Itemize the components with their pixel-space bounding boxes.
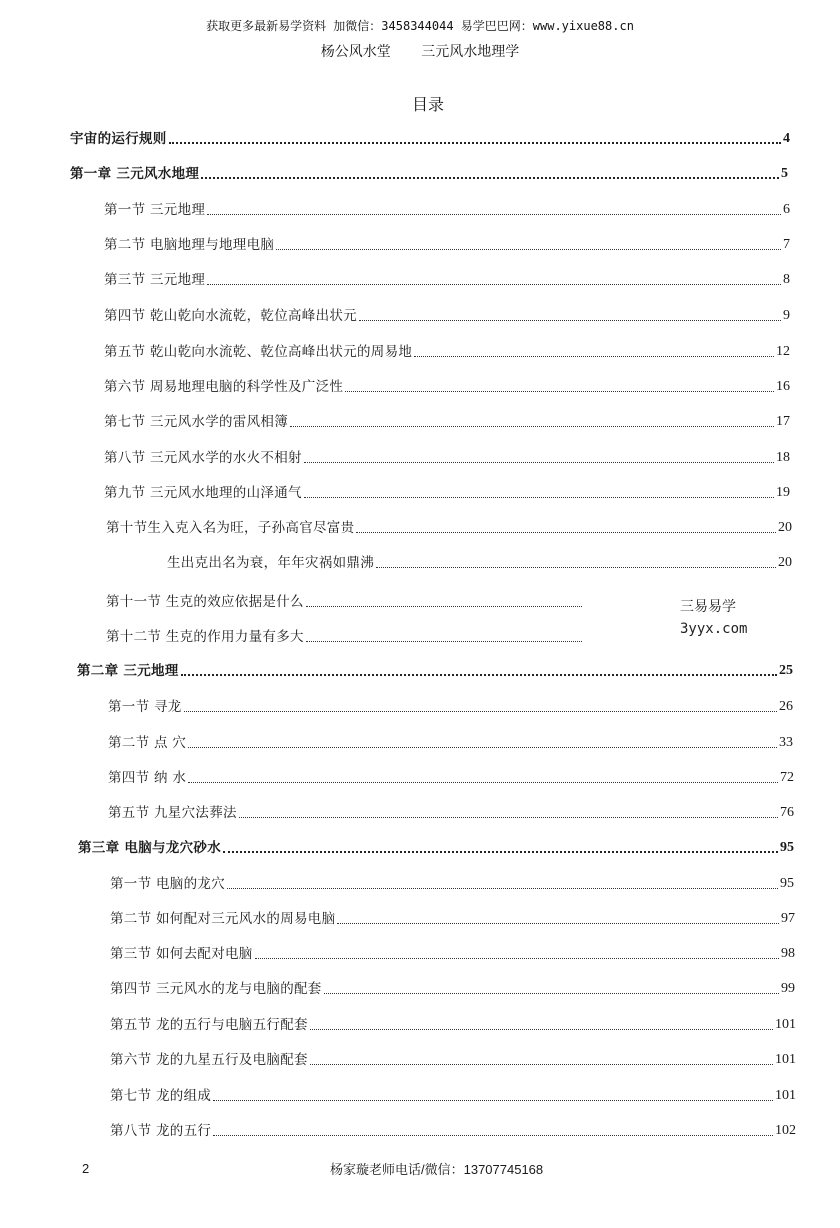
toc-entry-label: 第二章 三元地理 — [77, 663, 179, 679]
toc-entry-page: 20 — [778, 520, 792, 535]
toc-entry-section — [106, 623, 584, 645]
toc-leader — [359, 319, 781, 321]
toc-leader — [356, 531, 776, 533]
toc-entry-page: 18 — [776, 450, 790, 465]
toc-leader — [310, 1028, 773, 1030]
toc-entry-page: 12 — [776, 344, 790, 359]
toc-entry-page: 9 — [783, 308, 790, 323]
toc-entry-section — [110, 1046, 796, 1068]
toc-entry-label: 第八节 三元风水学的水火不相射 — [104, 450, 302, 466]
watermark-site: 3yyx.com — [680, 621, 748, 637]
toc-entry-label: 第三节 三元地理 — [104, 272, 206, 288]
toc-leader — [414, 355, 774, 357]
toc-entry-label: 第四节 三元风水的龙与电脑的配套 — [110, 981, 322, 997]
watermark-name: 三易易学 — [680, 599, 736, 615]
toc-entry-label: 生出克出名为衰，年年灾祸如鼎沸 — [167, 555, 374, 571]
toc-entry-page: 98 — [781, 946, 795, 961]
toc-leader — [169, 141, 781, 144]
toc-leader — [324, 992, 779, 994]
toc-leader — [239, 816, 778, 818]
toc-entry-page: 95 — [780, 840, 794, 855]
toc-entry-label: 第五节 龙的五行与电脑五行配套 — [110, 1017, 308, 1033]
toc-entry-label: 第六节 周易地理电脑的科学性及广泛性 — [104, 379, 344, 395]
toc-entry-section — [104, 479, 790, 501]
toc-entry-section-continued — [167, 549, 792, 571]
toc-entry-label: 第二节 如何配对三元风水的周易电脑 — [110, 911, 336, 927]
footer-contact: 杨家璇老师电话/微信：13707745168 — [330, 1162, 544, 1177]
toc-entry-page: 16 — [776, 379, 790, 394]
toc-entry-page: 25 — [779, 663, 793, 678]
header-source-line: 获取更多最新易学资料 加微信：3458344044 易学巴巴网：www.yixue88.cn — [206, 19, 634, 33]
toc-entry-section — [106, 514, 792, 536]
toc-entry-label: 第三节 如何去配对电脑 — [110, 946, 253, 962]
toc-entry-section — [106, 588, 584, 610]
toc-entry-label: 第一节 三元地理 — [104, 202, 206, 218]
header-hall-name: 杨公风水堂 — [320, 44, 391, 60]
toc-entry-section — [104, 231, 790, 253]
toc-leader — [255, 957, 779, 959]
toc-leader — [188, 746, 777, 748]
toc-leader — [306, 640, 582, 642]
toc-entry-section — [110, 1082, 796, 1104]
toc-entry-label: 第二节 点 穴 — [108, 735, 187, 751]
toc-entry-section — [110, 870, 794, 892]
toc-entry-label: 第四节 纳 水 — [108, 770, 187, 786]
toc-entry-section — [104, 266, 790, 288]
toc-leader — [304, 461, 774, 463]
toc-entry-label: 第三章 电脑与龙穴砂水 — [78, 840, 221, 856]
toc-entry-page: 17 — [776, 414, 790, 429]
toc-leader — [207, 213, 781, 215]
toc-entry-section — [110, 940, 795, 962]
toc-entry-label: 宇宙的运行规则 — [70, 131, 167, 147]
toc-entry-page: 99 — [781, 981, 795, 996]
toc-entry-page: 7 — [783, 237, 790, 252]
toc-entry-section — [104, 196, 790, 218]
toc-entry-section — [108, 693, 793, 715]
toc-leader — [223, 850, 778, 853]
toc-entry-section — [110, 1117, 796, 1139]
toc-entry-label: 第七节 三元风水学的雷风相簿 — [104, 414, 288, 430]
toc-leader — [213, 1134, 773, 1136]
toc-entry-label: 第九节 三元风水地理的山泽通气 — [104, 485, 302, 501]
toc-entry-page: 101 — [775, 1017, 796, 1032]
toc-entry-section — [108, 764, 794, 786]
toc-entry-label: 第五节 九星穴法葬法 — [108, 805, 237, 821]
toc-leader — [345, 390, 774, 392]
toc-entry-page: 20 — [778, 555, 792, 570]
header-book-name: 三元风水地理学 — [421, 44, 520, 60]
toc-entry-page: 76 — [780, 805, 794, 820]
toc-entry-label: 第一节 电脑的龙穴 — [110, 876, 225, 892]
toc-leader — [213, 1099, 773, 1101]
toc-entry-label: 第四节 乾山乾向水流乾，乾位高峰出状元 — [104, 308, 357, 324]
page-number: 2 — [82, 1161, 90, 1176]
toc-entry-page: 5 — [781, 166, 788, 181]
toc-leader — [184, 710, 777, 712]
toc-entry-preface — [70, 125, 790, 147]
toc-leader — [227, 887, 778, 889]
toc-entry-chapter-2 — [77, 657, 793, 679]
toc-entry-section — [110, 905, 795, 927]
toc-entry-label: 第七节 龙的组成 — [110, 1088, 212, 1104]
toc-entry-label: 第八节 龙的五行 — [110, 1123, 212, 1139]
toc-entry-page: 4 — [783, 131, 790, 146]
toc-entry-page: 19 — [776, 485, 790, 500]
toc-entry-page: 97 — [781, 911, 795, 926]
toc-entry-label: 第五节 乾山乾向水流乾、乾位高峰出状元的周易地 — [104, 344, 413, 360]
toc-entry-section — [108, 799, 794, 821]
toc-entry-section — [104, 444, 790, 466]
toc-entry-label: 第一节 寻龙 — [108, 699, 182, 715]
toc-leader — [304, 496, 774, 498]
toc-entry-page: 72 — [780, 770, 794, 785]
toc-entry-page: 101 — [775, 1088, 796, 1103]
toc-leader — [306, 605, 582, 607]
toc-entry-section — [110, 975, 795, 997]
toc-leader — [207, 283, 781, 285]
toc-entry-page: 26 — [779, 699, 793, 714]
toc-entry-page: 6 — [783, 202, 790, 217]
toc-entry-label: 第六节 龙的九星五行及电脑配套 — [110, 1052, 308, 1068]
toc-entry-page: 102 — [775, 1123, 796, 1138]
toc-leader — [337, 922, 779, 924]
toc-leader — [276, 248, 781, 250]
header-subtitle — [0, 41, 840, 61]
toc-entry-label: 第二节 电脑地理与地理电脑 — [104, 237, 275, 253]
page-title: 目录 — [411, 95, 444, 114]
toc-entry-section — [104, 408, 790, 430]
toc-entry-page: 95 — [780, 876, 794, 891]
toc-leader — [290, 425, 774, 427]
toc-entry-label: 第十一节 生克的效应依据是什么 — [106, 594, 304, 610]
toc-entry-section — [104, 338, 790, 360]
toc-entry-chapter-3 — [78, 834, 794, 856]
toc-entry-chapter-1 — [70, 160, 788, 182]
toc-entry-page: 101 — [775, 1052, 796, 1067]
toc-leader — [310, 1063, 773, 1065]
toc-leader — [201, 176, 779, 179]
toc-entry-label: 第一章 三元风水地理 — [70, 166, 200, 182]
toc-entry-page: 8 — [783, 272, 790, 287]
toc-entry-section — [104, 373, 790, 395]
toc-entry-label: 第十二节 生克的作用力量有多大 — [106, 629, 304, 645]
toc-leader — [376, 566, 776, 568]
toc-entry-section — [108, 729, 793, 751]
toc-leader — [188, 781, 778, 783]
toc-entry-section — [104, 302, 790, 324]
toc-entry-section — [110, 1011, 796, 1033]
watermark — [680, 596, 747, 640]
toc-leader — [181, 673, 777, 676]
toc-entry-label: 第十节生入克入名为旺，子孙高官尽富贵 — [106, 520, 355, 536]
toc-entry-page: 33 — [779, 735, 793, 750]
